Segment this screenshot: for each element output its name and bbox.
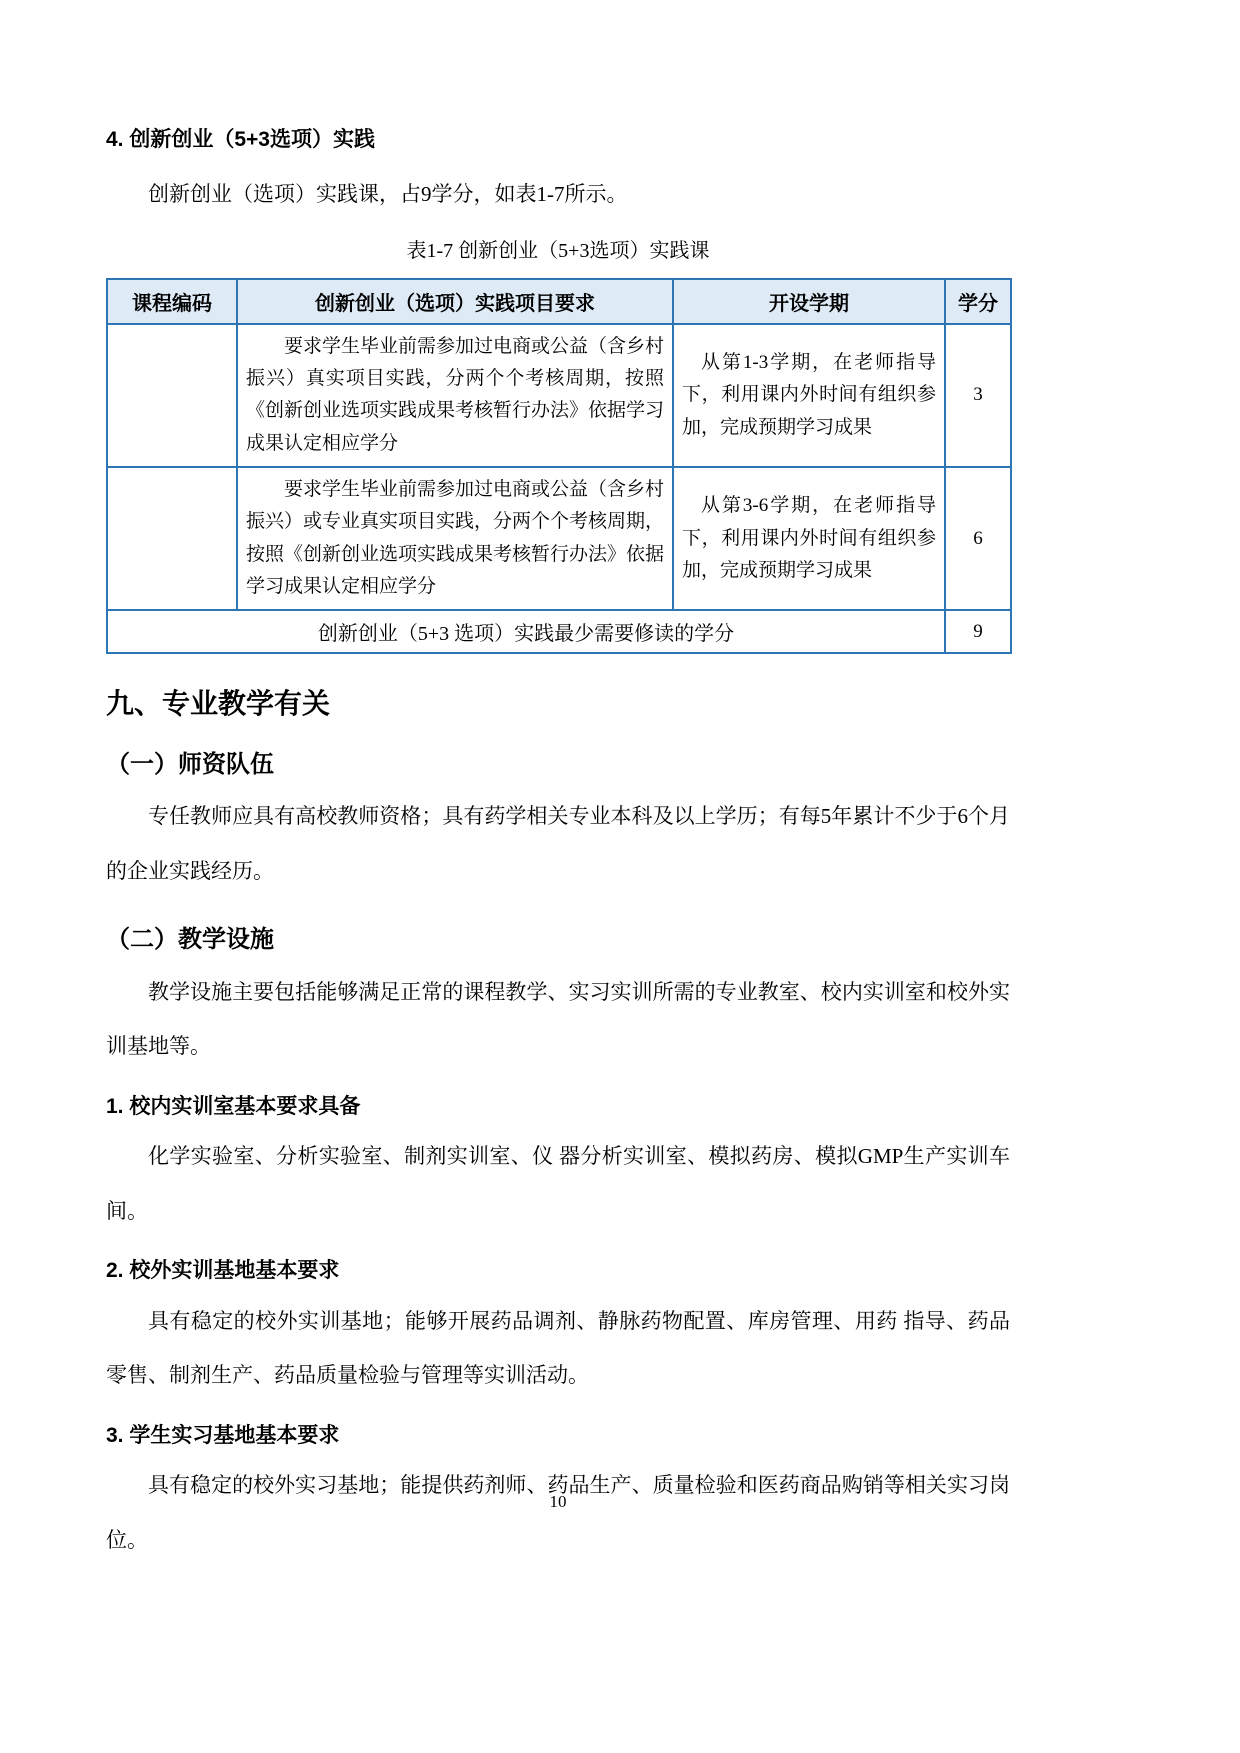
table-row — [107, 324, 1011, 467]
facilities-item3-paragraph: 具有稳定的校外实习基地；能提供药剂师、药品生产、质量检验和医药商品购销等相关实习岗位。 — [106, 1473, 1010, 1552]
header-semester: 开设学期 — [673, 279, 945, 324]
cell-requirement: 要求学生毕业前需参加过电商或公益（含乡村振兴）真实项目实践，分两个个考核周期，按照《创新创业选项实践成果考核暂行办法》依据学习成果认定相应学分 — [237, 324, 673, 467]
facilities-heading: （二）教学设施 — [106, 926, 274, 954]
cell-minimum-credits-label: 创新创业（5+3 选项）实践最少需要修读的学分 — [107, 610, 945, 653]
facilities-item3-heading: 3. 学生实习基地基本要求 — [106, 1423, 340, 1447]
cell-credits: 3 — [945, 324, 1011, 467]
facilities-paragraph: 教学设施主要包括能够满足正常的课程教学、实习实训所需的专业教室、校内实训室和校外实训基地等。 — [106, 979, 1010, 1059]
cell-requirement: 要求学生毕业前需参加过电商或公益（含乡村振兴）或专业真实项目实践，分两个个考核周期，按照《创新创业选项实践成果考核暂行办法》依据学习成果认定相应学分 — [237, 467, 673, 610]
cell-credits: 6 — [945, 467, 1011, 610]
facilities-item1-heading: 1. 校内实训室基本要求具备 — [106, 1094, 361, 1118]
cell-course-code — [107, 467, 237, 610]
cell-course-code — [107, 324, 237, 467]
header-course-code: 课程编码 — [107, 279, 237, 324]
practice-course-table — [106, 278, 1012, 654]
cell-semester: 从第1-3学期，在老师指导下，利用课内外时间有组织参加，完成预期学习成果 — [673, 324, 945, 467]
page-number: 10 — [549, 1492, 567, 1511]
header-credits: 学分 — [945, 279, 1011, 324]
table-row — [107, 467, 1011, 610]
facilities-item2-heading: 2. 校外实训基地基本要求 — [106, 1259, 340, 1283]
cell-minimum-credits-value: 9 — [945, 610, 1011, 653]
table-header-row — [107, 279, 1011, 324]
cell-semester: 从第3-6学期，在老师指导下，利用课内外时间有组织参加，完成预期学习成果 — [673, 467, 945, 610]
faculty-heading: （一）师资队伍 — [106, 750, 274, 778]
table-caption: 表1-7 创新创业（5+3选项）实践课 — [406, 239, 710, 262]
table-footer-row — [107, 610, 1011, 653]
header-requirement: 创新创业（选项）实践项目要求 — [237, 279, 673, 324]
section4-intro-paragraph: 创新创业（选项）实践课，占9学分，如表1-7所示。 — [148, 182, 628, 207]
section9-heading: 九、专业教学有关 — [106, 688, 331, 720]
facilities-item2-paragraph: 具有稳定的校外实训基地；能够开展药品调剂、静脉药物配置、库房管理、用药 指导、药品零售、制剂生产、药品质量检验与管理等实训活动。 — [106, 1308, 1010, 1388]
section4-heading: 4. 创新创业（5+3选项）实践 — [106, 128, 375, 151]
facilities-item1-paragraph: 化学实验室、分析实验室、制剂实训室、仪 器分析实训室、模拟药房、模拟GMP生产实训车间。 — [106, 1144, 1010, 1223]
faculty-paragraph: 专任教师应具有高校教师资格；具有药学相关专业本科及以上学历；有每5年累计不少于6个月的企业实践经历。 — [106, 804, 1010, 883]
